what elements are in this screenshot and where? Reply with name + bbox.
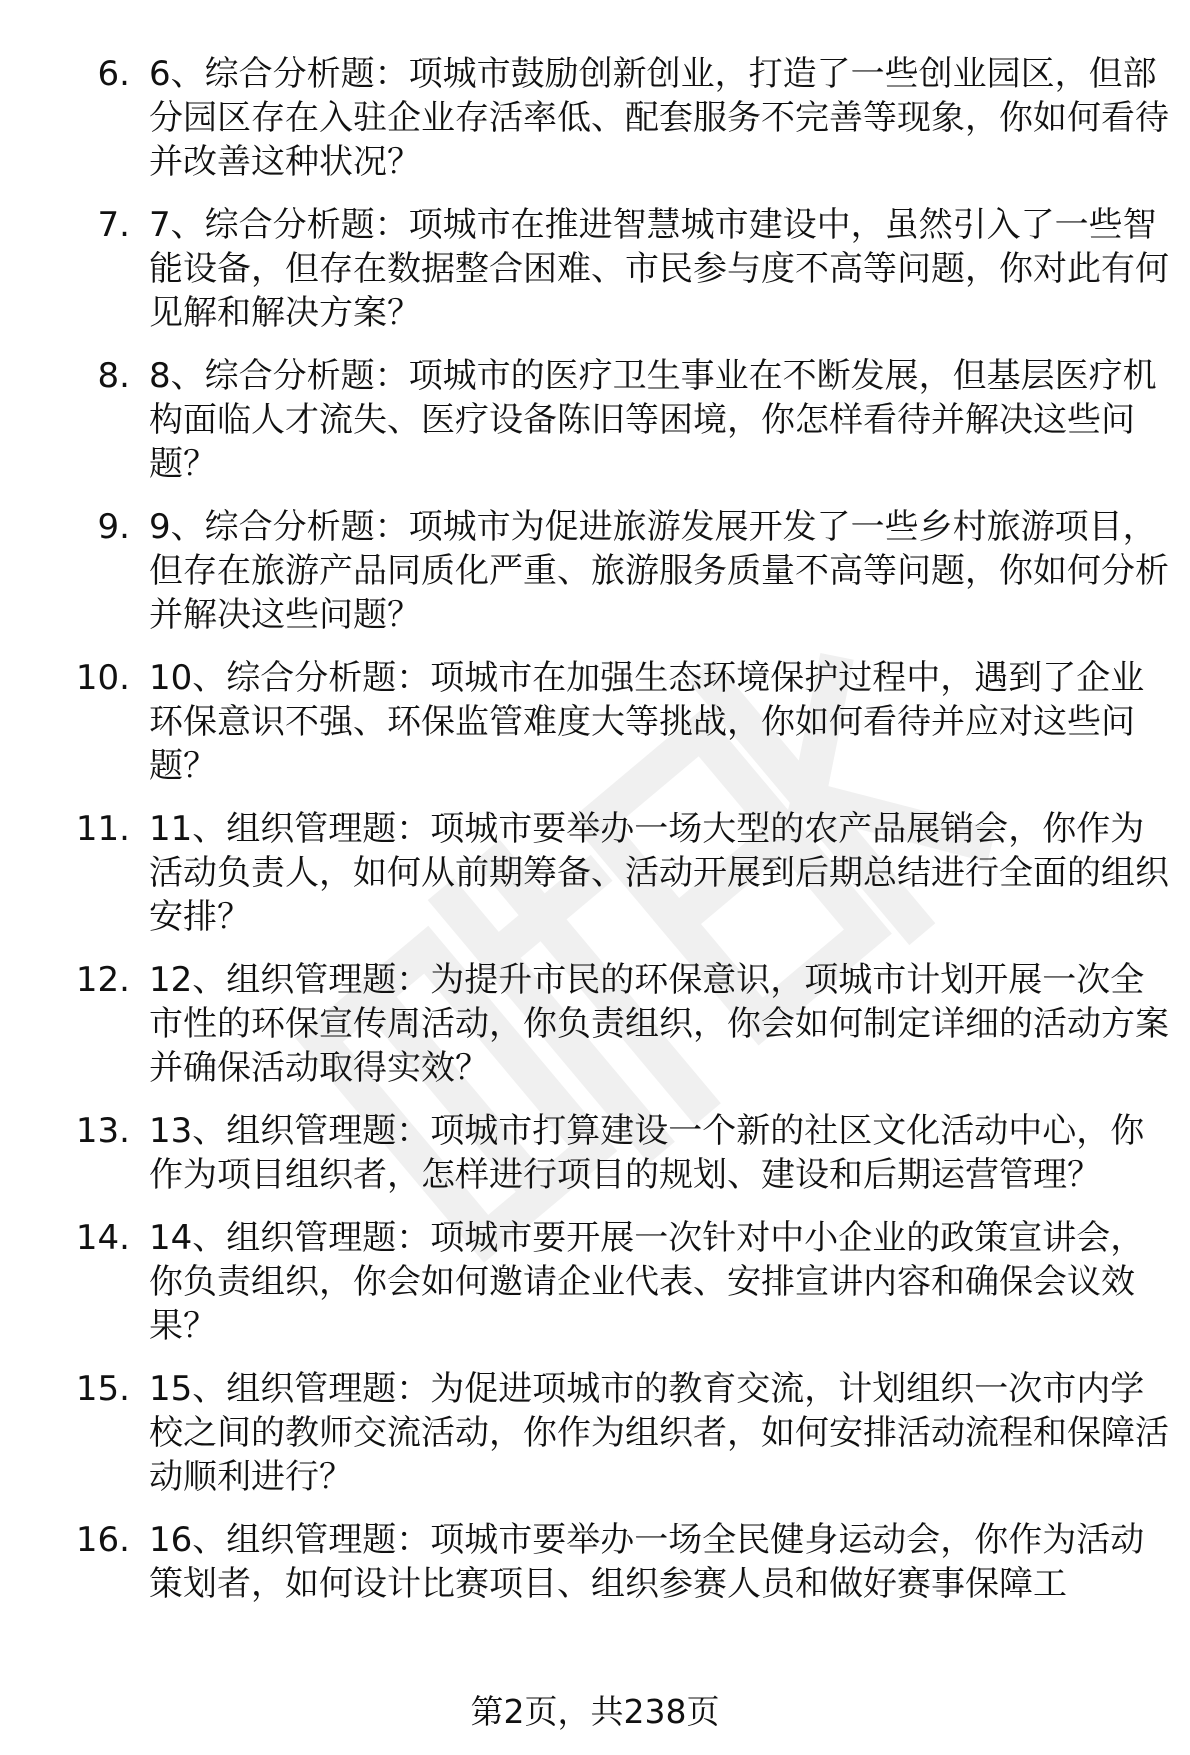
item-number: 15. — [75, 1369, 130, 1409]
list-item — [60, 1109, 1170, 1197]
list-item — [60, 1518, 1170, 1606]
list-item — [60, 958, 1170, 1090]
item-number: 11. — [75, 809, 130, 849]
item-text: 8、综合分析题：项城市的医疗卫生事业在不断发展，但基层医疗机构面临人才流失、医疗设备陈旧等困境，你怎样看待并解决这些问题？ — [149, 356, 1157, 484]
item-text: 12、组织管理题：为提升市民的环保意识，项城市计划开展一次全市性的环保宣传周活动，你负责组织，你会如何制定详细的活动方案并确保活动取得实效？ — [149, 960, 1169, 1088]
list-item — [60, 52, 1170, 184]
list-item — [60, 1216, 1170, 1348]
item-number: 8. — [97, 356, 130, 396]
question-list — [60, 52, 1170, 1625]
item-text: 6、综合分析题：项城市鼓励创新创业，打造了一些创业园区，但部分园区存在入驻企业存活率低、配套服务不完善等现象，你如何看待并改善这种状况？ — [149, 54, 1169, 182]
item-text: 13、组织管理题：项城市打算建设一个新的社区文化活动中心，你作为项目组织者，怎样进行项目的规划、建设和后期运营管理？ — [149, 1111, 1145, 1195]
item-text: 10、综合分析题：项城市在加强生态环境保护过程中，遇到了企业环保意识不强、环保监管难度大等挑战，你如何看待并应对这些问题？ — [149, 658, 1145, 786]
item-text: 15、组织管理题：为促进项城市的教育交流，计划组织一次市内学校之间的教师交流活动，你作为组织者，如何安排活动流程和保障活动顺利进行？ — [149, 1369, 1169, 1497]
item-number: 13. — [75, 1111, 130, 1151]
item-number: 7. — [97, 205, 130, 245]
item-number: 6. — [97, 54, 130, 94]
list-item — [60, 1367, 1170, 1499]
item-number: 16. — [75, 1520, 130, 1560]
list-item — [60, 203, 1170, 335]
page-footer: 第2页，共238页 — [470, 1692, 720, 1731]
item-text: 9、综合分析题：项城市为促进旅游发展开发了一些乡村旅游项目，但存在旅游产品同质化严重、旅游服务质量不高等问题，你如何分析并解决这些问题？ — [149, 507, 1169, 635]
item-text: 16、组织管理题：项城市要举办一场全民健身运动会，你作为活动策划者，如何设计比赛项目、组织参赛人员和做好赛事保障工 — [149, 1520, 1145, 1604]
item-number: 12. — [75, 960, 130, 1000]
item-number: 9. — [97, 507, 130, 547]
list-item — [60, 354, 1170, 486]
list-item — [60, 656, 1170, 788]
list-item — [60, 807, 1170, 939]
item-text: 7、综合分析题：项城市在推进智慧城市建设中，虽然引入了一些智能设备，但存在数据整合困难、市民参与度不高等问题，你对此有何见解和解决方案？ — [149, 205, 1169, 333]
item-text: 14、组织管理题：项城市要开展一次针对中小企业的政策宣讲会，你负责组织，你会如何邀请企业代表、安排宣讲内容和确保会议效果？ — [149, 1218, 1145, 1346]
item-number: 14. — [75, 1218, 130, 1258]
list-item — [60, 505, 1170, 637]
item-number: 10. — [75, 658, 130, 698]
item-text: 11、组织管理题：项城市要举办一场大型的农产品展销会，你作为活动负责人，如何从前期筹备、活动开展到后期总结进行全面的组织安排？ — [149, 809, 1169, 937]
